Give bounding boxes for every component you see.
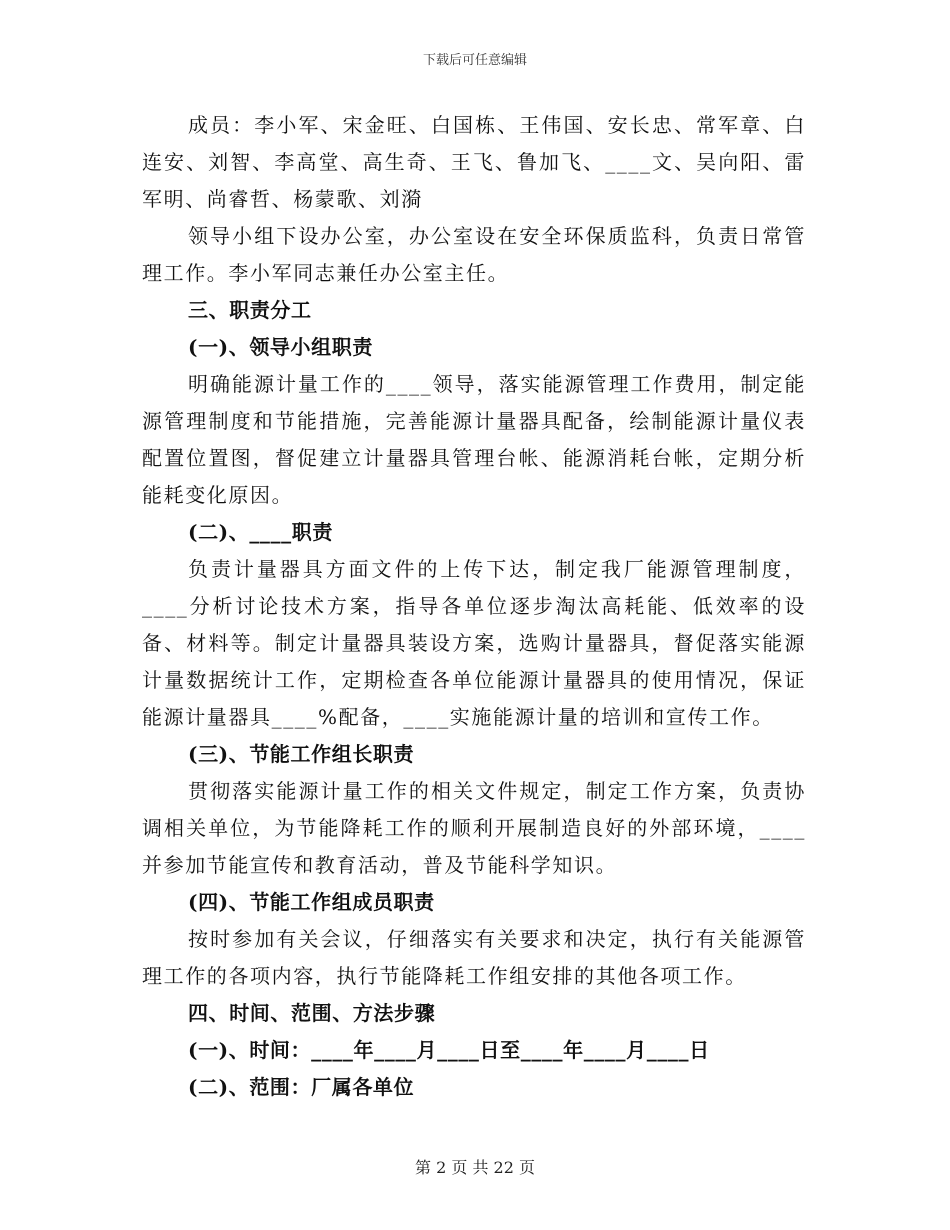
document-body	[142, 107, 806, 1106]
subheading-leading-group: (一)、领导小组职责	[188, 335, 373, 359]
members-paragraph: 成员：李小军、宋金旺、白国栋、王伟国、安长忠、常军章、白连安、刘智、李高堂、高生奇、王飞、鲁加飞、____文、吴向阳、雷军明、尚睿哲、杨蒙歌、刘漪	[142, 113, 806, 211]
group-members-paragraph: 按时参加有关会议，仔细落实有关要求和决定，执行有关能源管理工作的各项内容，执行节能降耗工作组安排的其他各项工作。	[142, 927, 806, 988]
subheading-group-leader: (三)、节能工作组长职责	[188, 742, 415, 766]
page-footer: 第 2 页 共 22 页	[415, 1158, 535, 1177]
subheading-group-members: (四)、节能工作组成员职责	[188, 890, 435, 914]
leading-group-paragraph: 明确能源计量工作的____领导，落实能源管理工作费用，制定能源管理制度和节能措施，完善能源计量器具配备，绘制能源计量仪表配置位置图，督促建立计量器具管理台帐、能源消耗台帐，定期分析能耗变化原因。	[142, 372, 806, 507]
section-heading-schedule: 四、时间、范围、方法步骤	[188, 1001, 436, 1025]
time-line: (一)、时间：____年____月____日至____年____月____日	[188, 1038, 710, 1062]
subheading-department: (二)、____职责	[188, 520, 333, 544]
group-leader-paragraph: 贯彻落实能源计量工作的相关文件规定，制定工作方案，负责协调相关单位，为节能降耗工作的顺利开展制造良好的外部环境，____并参加节能宣传和教育活动，普及节能科学知识。	[142, 779, 806, 877]
department-paragraph: 负责计量器具方面文件的上传下达，制定我厂能源管理制度，____分析讨论技术方案，指导各单位逐步淘汰高耗能、低效率的设备、材料等。制定计量器具装设方案，选购计量器具，督促落实能源计量数据统计工作，定期检查各单位能源计量器具的使用情况，保证能源计量器具____%配备，____实施能源计量的培训和宣传工作。	[142, 557, 806, 729]
page-header: 下载后可任意编辑	[422, 53, 527, 68]
section-heading-responsibilities: 三、职责分工	[188, 298, 312, 322]
office-paragraph: 领导小组下设办公室，办公室设在安全环保质监科，负责日常管理工作。李小军同志兼任办公室主任。	[142, 224, 806, 285]
scope-line: (二)、范围：厂属各单位	[188, 1075, 415, 1099]
